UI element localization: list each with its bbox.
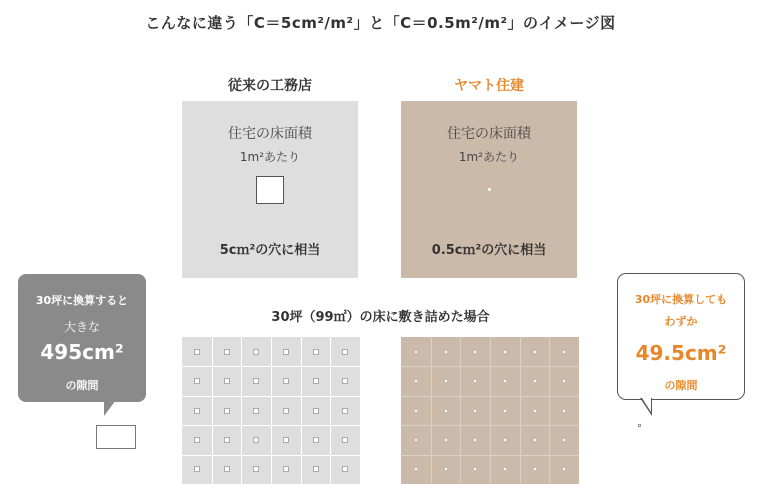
right-column-heading: ヤマト住建: [454, 78, 524, 94]
left-column-heading: 従来の工務店: [228, 78, 312, 94]
right-callout-line2: わずか: [664, 315, 698, 328]
hole-square: [313, 349, 319, 355]
right-panel-line2: 1m²あたり: [458, 150, 520, 164]
hole-dot: [563, 410, 565, 412]
hole-square: [253, 378, 259, 384]
hole-dot: [415, 351, 417, 353]
hole-square: [313, 437, 319, 443]
grid-line-vertical: [241, 337, 242, 484]
hole-square: [253, 349, 259, 355]
grid-line-horizontal: [401, 366, 579, 367]
hole-square: [313, 378, 319, 384]
hole-dot: [563, 351, 565, 353]
hole-dot: [415, 439, 417, 441]
hole-square: [342, 349, 348, 355]
left-callout-line4: の隙間: [65, 379, 99, 392]
hole-square: [283, 378, 289, 384]
hole-square: [313, 466, 319, 472]
hole-dot: [474, 439, 476, 441]
hole-dot: [534, 351, 536, 353]
grid-line-vertical: [549, 337, 550, 484]
hole-dot: [474, 468, 476, 470]
hole-dot: [504, 468, 506, 470]
hole-square: [194, 378, 200, 384]
hole-dot: [474, 351, 476, 353]
hole-square: [342, 466, 348, 472]
hole-dot: [445, 439, 447, 441]
tiny-outline-box: [638, 424, 641, 427]
hole-dot: [534, 439, 536, 441]
hole-dot: [474, 380, 476, 382]
hole-dot: [415, 468, 417, 470]
grid-line-horizontal: [182, 396, 360, 397]
grid-line-vertical: [490, 337, 491, 484]
small-hole-dot: [488, 188, 491, 191]
hole-square: [224, 437, 230, 443]
hole-dot: [504, 351, 506, 353]
gray-floor-grid: [182, 337, 360, 484]
hole-square: [224, 408, 230, 414]
left-panel-bottom: 5cｍ²の穴に相当: [219, 243, 321, 258]
left-panel-line1: 住宅の床面積: [228, 126, 312, 142]
hole-dot: [504, 439, 506, 441]
grid-line-vertical: [460, 337, 461, 484]
grid-line-horizontal: [182, 455, 360, 456]
left-callout-value: 495cm²: [40, 340, 124, 364]
grid-line-horizontal: [401, 425, 579, 426]
hole-dot: [563, 380, 565, 382]
grid-line-vertical: [330, 337, 331, 484]
hole-square: [224, 466, 230, 472]
right-callout-tail-fill: [642, 398, 651, 412]
hole-square: [313, 408, 319, 414]
hole-dot: [445, 468, 447, 470]
grid-line-horizontal: [182, 425, 360, 426]
hole-dot: [445, 380, 447, 382]
hole-dot: [534, 410, 536, 412]
hole-dot: [563, 468, 565, 470]
grid-line-vertical: [301, 337, 302, 484]
right-panel-bottom: 0.5cｍ²の穴に相当: [431, 243, 547, 258]
grid-line-horizontal: [401, 396, 579, 397]
hole-square: [194, 349, 200, 355]
grid-line-horizontal: [401, 455, 579, 456]
hole-square: [283, 437, 289, 443]
left-callout-line2: 大きな: [63, 320, 100, 334]
hole-dot: [445, 351, 447, 353]
hole-dot: [474, 410, 476, 412]
hole-square: [342, 408, 348, 414]
left-panel-line2: 1m²あたり: [239, 150, 301, 164]
hole-dot: [415, 380, 417, 382]
hole-square: [253, 466, 259, 472]
right-callout-line1: 30坪に換算しても: [634, 293, 728, 306]
grid-line-horizontal: [182, 366, 360, 367]
hole-dot: [504, 380, 506, 382]
small-outline-box: [96, 425, 136, 449]
hole-square: [194, 437, 200, 443]
grid-line-vertical: [271, 337, 272, 484]
right-area-panel: [401, 101, 577, 278]
hole-dot: [445, 410, 447, 412]
hole-dot: [563, 439, 565, 441]
brown-floor-grid: [401, 337, 579, 484]
right-callout-value: 49.5cm²: [635, 341, 727, 365]
hole-dot: [415, 410, 417, 412]
left-area-panel: [182, 101, 358, 278]
right-callout-line4: の隙間: [664, 379, 698, 392]
hole-square: [342, 437, 348, 443]
hole-square: [253, 408, 259, 414]
hole-square: [253, 437, 259, 443]
grid-subtitle: 30坪（99㎡）の床に敷き詰めた場合: [271, 310, 490, 325]
page-title: こんなに違う「C＝5cm²/m²」と「C＝0.5m²/m²」のイメージ図: [145, 14, 616, 32]
hole-dot: [534, 468, 536, 470]
right-panel-line1: 住宅の床面積: [447, 126, 531, 142]
hole-square: [283, 349, 289, 355]
hole-dot: [504, 410, 506, 412]
hole-dot: [534, 380, 536, 382]
hole-square: [283, 408, 289, 414]
hole-square: [224, 349, 230, 355]
large-hole-square: [256, 176, 284, 204]
grid-line-vertical: [431, 337, 432, 484]
hole-square: [283, 466, 289, 472]
hole-square: [194, 408, 200, 414]
hole-square: [342, 378, 348, 384]
grid-line-vertical: [520, 337, 521, 484]
hole-square: [194, 466, 200, 472]
left-callout-line1: 30坪に換算すると: [35, 294, 129, 307]
left-callout-tail: [104, 400, 116, 416]
grid-line-vertical: [212, 337, 213, 484]
hole-square: [224, 378, 230, 384]
